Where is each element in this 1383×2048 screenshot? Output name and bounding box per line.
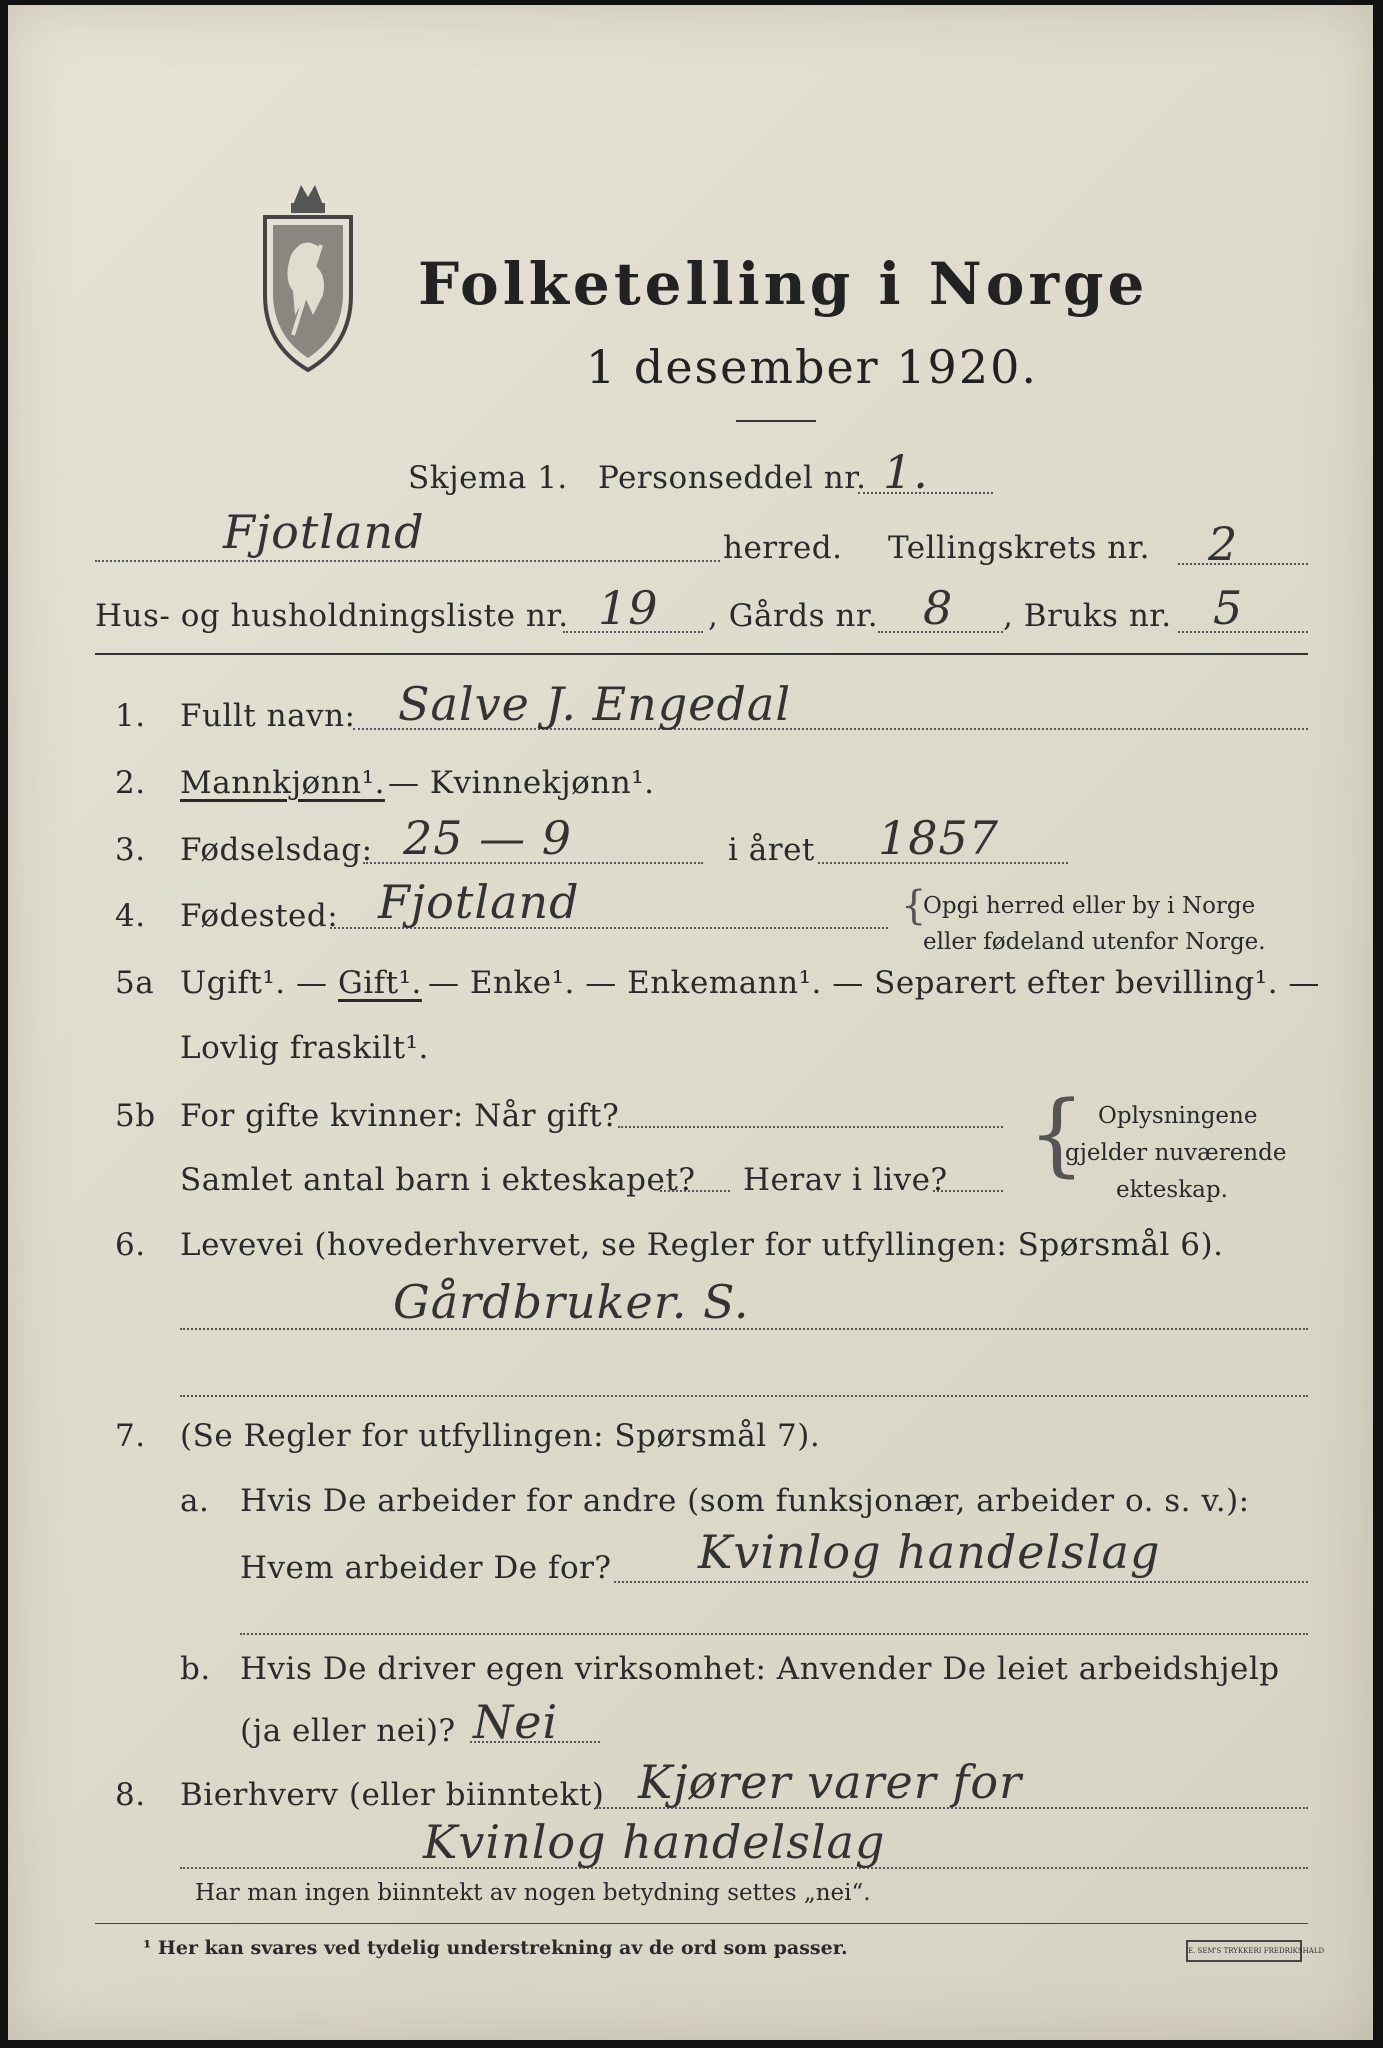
q8-value-2: Kvinlog handelslag	[423, 1815, 886, 1869]
q4-value: Fjotland	[378, 875, 580, 929]
q5b-label-2: Samlet antal barn i ekteskapet?	[180, 1162, 696, 1198]
header-divider	[95, 653, 1308, 655]
q2-female: — Kvinnekjønn¹.	[388, 765, 655, 801]
q6-label: Levevei (hovederhvervet, se Regler for utfyllingen: Spørsmål 6).	[180, 1227, 1224, 1263]
q7a-number: a.	[180, 1483, 210, 1519]
q6-line-2	[180, 1395, 1308, 1397]
gards-label: , Gårds nr.	[708, 598, 879, 634]
q5a-number: 5a	[115, 965, 155, 1001]
tellingskrets-value: 2	[1208, 517, 1239, 571]
tellingskrets-label: Tellingskrets nr.	[888, 530, 1150, 566]
footer-divider	[95, 1923, 1308, 1924]
q3-year-label: i året	[728, 832, 815, 868]
bruks-value: 5	[1213, 581, 1244, 635]
printer-stamp: E. SEM'S TRYKKERI FREDRIKSHALD	[1186, 1940, 1302, 1962]
census-form	[8, 5, 1373, 2040]
herred-line	[95, 560, 720, 562]
q7a-value: Kvinlog handelslag	[698, 1525, 1161, 1579]
skjema-label: Skjema 1.	[408, 460, 568, 496]
gards-value: 8	[923, 581, 954, 635]
q7-label: (Se Regler for utfyllingen: Spørsmål 7).	[180, 1418, 821, 1454]
personseddel-label: Personseddel nr.	[598, 460, 867, 496]
q1-value: Salve J. Engedal	[398, 677, 792, 731]
q7b-value: Nei	[473, 1695, 559, 1749]
q7b-number: b.	[180, 1651, 211, 1687]
q5a-options: — Enke¹. — Enkemann¹. — Separert efter bevilling¹. —	[428, 965, 1320, 1001]
hus-value: 19	[598, 581, 659, 635]
q5b-line-1	[618, 1126, 1003, 1128]
q4-number: 4.	[115, 898, 146, 934]
q3-year-value: 1857	[878, 811, 1000, 865]
q8-label: Bierhverv (eller biinntekt)	[180, 1777, 605, 1813]
q1-number: 1.	[115, 698, 146, 734]
q3-number: 3.	[115, 832, 146, 868]
q5b-number: 5b	[115, 1098, 156, 1134]
q4-brace: {	[901, 883, 927, 929]
q5a-ugift: Ugift¹. —	[180, 965, 328, 1001]
q2-number: 2.	[115, 765, 146, 801]
q5b-label-3: Herav i live?	[743, 1162, 948, 1198]
q3-label: Fødselsdag:	[180, 832, 373, 868]
coat-of-arms-icon	[253, 175, 363, 375]
herred-label: herred.	[723, 530, 843, 566]
q4-note-2: eller fødeland utenfor Norge.	[923, 929, 1266, 955]
hus-label: Hus- og husholdningsliste nr.	[95, 598, 569, 634]
q5b-line-2	[660, 1190, 730, 1192]
q7a-line-1	[614, 1581, 1308, 1583]
title-divider	[736, 420, 816, 422]
q8-number: 8.	[115, 1777, 146, 1813]
q4-label: Fødested:	[180, 898, 339, 934]
q5b-note-1: Oplysningene	[1098, 1103, 1258, 1129]
q5b-line-3	[933, 1190, 1003, 1192]
q3-value: 25 — 9	[403, 811, 573, 865]
q6-value: Gårdbruker. S.	[393, 1275, 750, 1329]
q5b-note-2: gjelder nuværende	[1065, 1140, 1287, 1166]
q5b-brace: {	[1028, 1082, 1086, 1187]
footnote: ¹ Her kan svares ved tydelig understrekning av de ord som passer.	[143, 1937, 848, 1959]
q7a-label: Hvis De arbeider for andre (som funksjonær, arbeider o. s. v.):	[240, 1483, 1250, 1519]
q7b-label-2: (ja eller nei)?	[240, 1713, 456, 1749]
form-date: 1 desember 1920.	[586, 340, 1038, 394]
q5b-label-1: For gifte kvinner: Når gift?	[180, 1098, 620, 1134]
form-title: Folketelling i Norge	[418, 250, 1149, 318]
q7a-label-2: Hvem arbeider De for?	[240, 1550, 612, 1586]
personseddel-value: 1.	[883, 445, 929, 499]
q7-number: 7.	[115, 1418, 146, 1454]
q7a-line-2	[240, 1633, 1308, 1635]
q8-note: Har man ingen biinntekt av nogen betydning settes „nei“.	[195, 1880, 871, 1906]
q5b-note-3: ekteskap.	[1116, 1177, 1228, 1203]
q4-note-1: Opgi herred eller by i Norge	[923, 893, 1256, 919]
bruks-label: , Bruks nr.	[1003, 598, 1172, 634]
q2-male: Mannkjønn¹.	[180, 765, 385, 801]
q5a-gift: Gift¹.	[338, 965, 422, 1001]
tellingskrets-line	[1178, 563, 1308, 565]
q6-number: 6.	[115, 1227, 146, 1263]
q7b-label: Hvis De driver egen virksomhet: Anvender De leiet arbeidshjelp	[240, 1651, 1280, 1687]
q1-label: Fullt navn:	[180, 698, 356, 734]
herred-value: Fjotland	[223, 505, 425, 559]
q8-value-1: Kjører varer for	[638, 1755, 1023, 1809]
q5a-fraskilt: Lovlig fraskilt¹.	[180, 1030, 429, 1066]
